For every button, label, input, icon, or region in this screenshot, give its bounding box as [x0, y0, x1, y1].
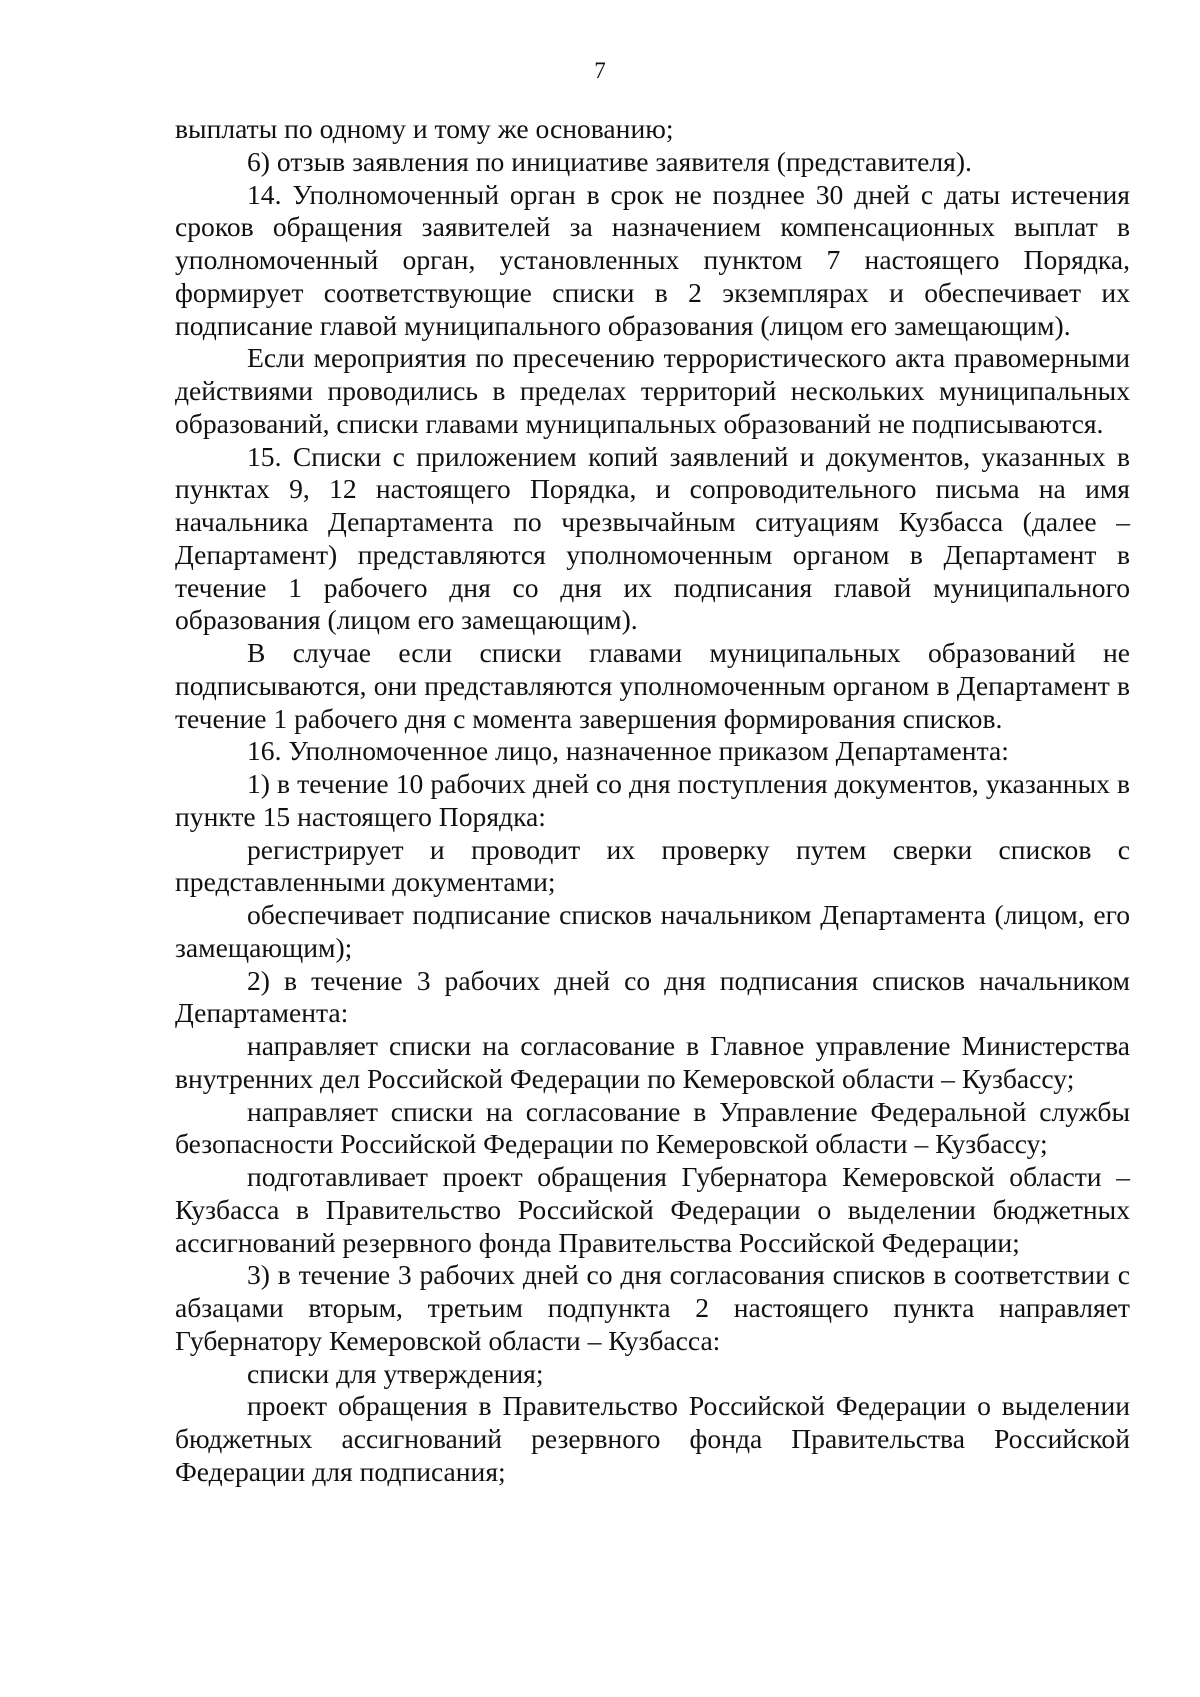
document-body: [175, 113, 1130, 1489]
paragraph-clause-14-multiple-territories: Если мероприятия по пресечению террористического акта правомерными действиями проводились в пределах территорий нескольких муниципальных образований, списки главами муниципальных образований не подписываются.: [175, 342, 1130, 439]
paragraph-draft-appeal-for-signing: проект обращения в Правительство Российской Федерации о выделении бюджетных ассигнований резервного фонда Правительства Российской Федерации для подписания;: [175, 1390, 1130, 1487]
paragraph-item-6-withdrawal: 6) отзыв заявления по инициативе заявителя (представителя).: [247, 145, 972, 177]
paragraph-approval-fsb: направляет списки на согласование в Управление Федеральной службы безопасности Российской Федерации по Кемеровской области – Кузбассу;: [175, 1095, 1130, 1160]
paragraph-clause-15-unsigned-lists: В случае если списки главами муниципальных образований не подписываются, они представляются уполномоченным органом в Департамент в течение 1 рабочего дня с момента завершения формирования списков.: [175, 637, 1130, 734]
paragraph-approval-mvd: направляет списки на согласование в Главное управление Министерства внутренних дел Российской Федерации по Кемеровской области – Кузбассу;: [175, 1030, 1130, 1094]
paragraph-clause-15: 15. Списки с приложением копий заявлений и документов, указанных в пунктах 9, 12 настоящего Порядка, и сопроводительного письма на имя начальника Департамента по чрезвычайным ситуациям Кузбасса (далее – Департамент) представляются уполномоченным органом в Департамент в течение 1 рабочего дня со дня их подписания главой муниципального образования (лицом его замещающим).: [175, 440, 1130, 636]
paragraph-clause-16-item-2: 2) в течение 3 рабочих дней со дня подписания списков начальником Департамента:: [175, 964, 1130, 1029]
paragraph-clause-14: 14. Уполномоченный орган в срок не позднее 30 дней с даты истечения сроков обращения заявителей за назначением компенсационных выплат в уполномоченный орган, установленных пунктом 7 настоящего Порядка, формирует соответствующие списки в 2 экземплярах и обеспечивает их подписание главой муниципального образования (лицом его замещающим).: [175, 178, 1130, 341]
paragraph-clause-16-item-3: 3) в течение 3 рабочих дней со дня согласования списков в соответствии с абзацами вторым, третьим подпункта 2 настоящего пункта направляет Губернатору Кемеровской области – Кузбасса:: [175, 1259, 1130, 1356]
paragraph-draft-appeal: подготавливает проект обращения Губернатора Кемеровской области – Кузбасса в Правительство Российской Федерации о выделении бюджетных ассигнований резервного фонда Правительства Российской Федерации;: [175, 1161, 1130, 1258]
paragraph-lists-for-approval: списки для утверждения;: [247, 1357, 544, 1389]
paragraph-ensures-signing: обеспечивает подписание списков начальником Департамента (лицом, его замещающим);: [175, 899, 1130, 963]
page-number: 7: [594, 58, 606, 83]
paragraph-payment-basis-end: выплаты по одному и тому же основанию;: [175, 113, 674, 144]
paragraph-clause-16-item-1: 1) в течение 10 рабочих дней со дня поступления документов, указанных в пункте 15 настоящего Порядка:: [175, 768, 1130, 832]
paragraph-registers-and-checks: регистрирует и проводит их проверку путем сверки списков с представленными документами;: [175, 833, 1130, 898]
paragraph-clause-16: 16. Уполномоченное лицо, назначенное приказом Департамента:: [247, 735, 1009, 767]
